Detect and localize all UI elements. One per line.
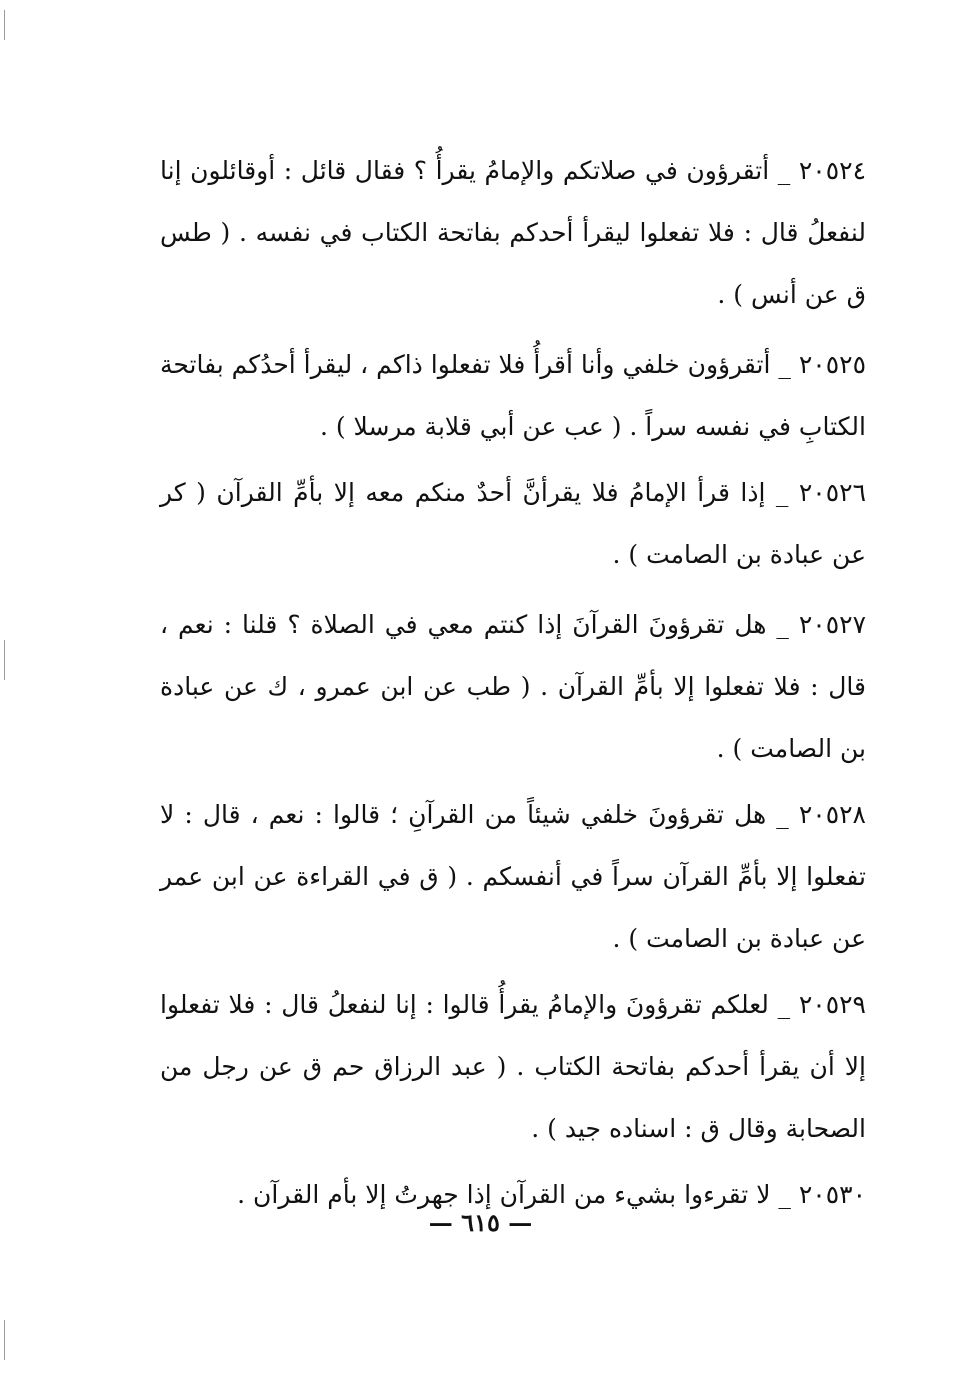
hadith-dash: _ [769, 156, 791, 185]
hadith-text: هل تقرؤونَ القرآنَ إذا كنتم معي في الصلاة ؟ قلنا : نعم ، قال : فلا تفعلوا إلا بأمِّ القرآن . ( طب عن ابن عمرو ، ك عن عبادة بن الصامت ) . [160, 610, 866, 763]
hadith-dash: _ [770, 350, 791, 379]
footer-dash-left: — [508, 1208, 533, 1237]
page-number: ٦١٥ [461, 1208, 500, 1237]
hadith-list [160, 140, 866, 1226]
hadith-text: أتقرؤون في صلاتكم والإمامُ يقرأُ ؟ فقال قائل : أوقائلون إنا لنفعلُ قال : فلا تفعلوا ليقرأ أحدكم بفاتحة الكتاب في نفسه . ( طس ق عن أنس ) . [160, 156, 866, 309]
hadith-dash: _ [766, 610, 789, 639]
hadith-text: إذا قرأ الإمامُ فلا يقرأنَّ أحدٌ منكم معه إلا بأمِّ القرآن ( كر عن عبادة بن الصامت ) . [160, 478, 866, 569]
hadith-text: لا تقرءوا بشيء من القرآن إذا جهرتُ إلا بأم القرآن . [237, 1180, 771, 1209]
hadith-dash: _ [770, 1180, 791, 1209]
hadith-text: لعلكم تقرؤونَ والإمامُ يقرأُ قالوا : إنا لنفعلُ قال : فلا تفعلوا إلا أن يقرأ أحدكم بفاتحة الكتاب . ( عبد الرزاق حم ق عن رجل من الصحابة وقال ق : اسناده جيد ) . [160, 990, 866, 1143]
footer-dash-right: — [428, 1208, 453, 1237]
hadith-number: ٢٠٥٢٨ [798, 800, 866, 829]
hadith-entry [160, 462, 866, 586]
hadith-number: ٢٠٥٢٧ [798, 610, 867, 639]
hadith-dash: _ [766, 800, 789, 829]
hadith-entry [160, 140, 866, 326]
hadith-number: ٢٠٥٢٤ [798, 156, 866, 185]
hadith-entry [160, 974, 866, 1160]
hadith-number: ٢٠٥٣٠ [798, 1180, 866, 1209]
hadith-entry [160, 784, 866, 970]
hadith-dash: _ [768, 990, 791, 1019]
page-edge-mark [4, 1320, 5, 1360]
page-edge-mark [4, 10, 5, 40]
hadith-dash: _ [765, 478, 789, 507]
hadith-text: هل تقرؤونَ خلفي شيئاً من القرآنِ ؛ قالوا : نعم ، قال : لا تفعلوا إلا بأمِّ القرآن سراً في أنفسكم . ( ق في القراءة عن ابن عمر عن عبادة بن الصامت ) . [160, 800, 866, 953]
page-number-footer [0, 1208, 961, 1237]
hadith-number: ٢٠٥٢٦ [798, 478, 867, 507]
page-edge-mark [4, 640, 5, 680]
hadith-number: ٢٠٥٢٥ [798, 350, 866, 379]
hadith-entry [160, 334, 866, 458]
hadith-number: ٢٠٥٢٩ [798, 990, 866, 1019]
hadith-entry [160, 594, 866, 780]
hadith-text: أتقرؤون خلفي وأنا أقرأُ فلا تفعلوا ذاكم ، ليقرأ أحدُكم بفاتحة الكتابِ في نفسه سراً . ( عب عن أبي قلابة مرسلا ) . [160, 350, 866, 441]
